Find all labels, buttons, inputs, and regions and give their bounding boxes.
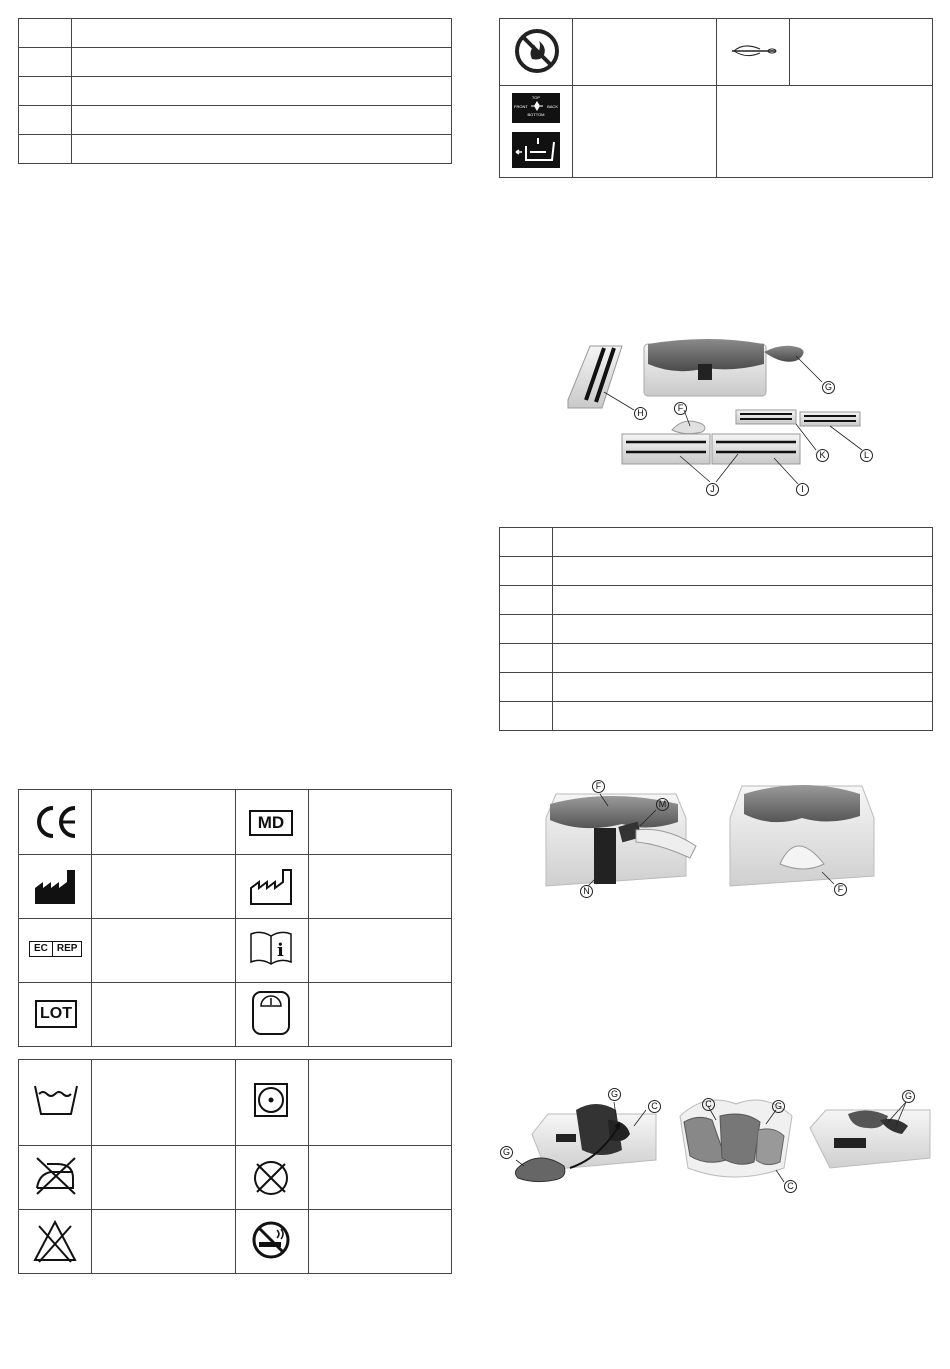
wash-icon bbox=[33, 1084, 79, 1121]
table-row bbox=[500, 557, 933, 586]
callout-g: G bbox=[822, 381, 835, 394]
callout-h: H bbox=[634, 407, 647, 420]
orientation-label-icon bbox=[512, 93, 560, 123]
manufacture-date-icon bbox=[249, 866, 295, 911]
table-row bbox=[19, 48, 452, 77]
ec-rep-icon: EC REP bbox=[29, 941, 82, 957]
ce-mark-icon bbox=[33, 802, 79, 847]
needle-icon bbox=[730, 43, 778, 64]
svg-text:i: i bbox=[277, 940, 284, 961]
table-row bbox=[19, 19, 452, 48]
orientation-back-label: BACK bbox=[547, 103, 558, 109]
table-row bbox=[19, 135, 452, 164]
table-row bbox=[19, 106, 452, 135]
no-bleach-icon bbox=[31, 1218, 79, 1269]
table-row bbox=[19, 77, 452, 106]
orientation-bottom-label: BOTTOM bbox=[527, 112, 545, 117]
weight-scale-icon bbox=[251, 990, 291, 1041]
callout-c: C bbox=[702, 1098, 715, 1111]
callout-j: J bbox=[706, 483, 719, 496]
cover-removal-illustration bbox=[496, 1086, 936, 1200]
callout-m: M bbox=[656, 798, 669, 811]
insert-wedge-illustration-right bbox=[724, 778, 894, 898]
table-row bbox=[500, 673, 933, 702]
callout-g: G bbox=[608, 1088, 621, 1101]
no-smoking-icon bbox=[251, 1220, 291, 1265]
callout-k: K bbox=[816, 449, 829, 462]
callout-i: I bbox=[796, 483, 809, 496]
table-row bbox=[500, 586, 933, 615]
callout-g: G bbox=[902, 1090, 915, 1103]
lot-icon: LOT bbox=[35, 1000, 77, 1028]
no-iron-icon bbox=[31, 1154, 79, 1203]
cushion-parts-illustration bbox=[560, 330, 880, 500]
wash-tub-icon bbox=[512, 132, 560, 168]
tumble-dry-icon bbox=[253, 1082, 289, 1123]
instructions-icon bbox=[249, 930, 295, 971]
manufacturer-icon bbox=[33, 866, 79, 911]
callout-c: C bbox=[784, 1180, 797, 1193]
callout-f: F bbox=[592, 780, 605, 793]
top-left-table bbox=[18, 18, 452, 164]
table-row bbox=[500, 702, 933, 731]
no-fire-icon bbox=[514, 28, 560, 79]
symbols-table bbox=[18, 789, 452, 1047]
table-row bbox=[500, 644, 933, 673]
parts-table bbox=[499, 527, 933, 731]
insert-wedge-illustration-left bbox=[536, 778, 706, 898]
care-symbols-table bbox=[18, 1059, 452, 1274]
callout-g: G bbox=[772, 1100, 785, 1113]
table-row bbox=[500, 528, 933, 557]
callout-c: C bbox=[648, 1100, 661, 1113]
callout-f: F bbox=[674, 402, 687, 415]
callout-g: G bbox=[500, 1146, 513, 1159]
callout-f: F bbox=[834, 883, 847, 896]
top-right-symbol-table bbox=[499, 18, 933, 178]
callout-n: N bbox=[580, 885, 593, 898]
medical-device-icon: MD bbox=[249, 810, 293, 836]
callout-l: L bbox=[860, 449, 873, 462]
orientation-front-label: FRONT bbox=[514, 103, 528, 109]
table-row bbox=[500, 615, 933, 644]
no-dry-clean-icon bbox=[251, 1158, 291, 1203]
orientation-top-label: TOP bbox=[531, 95, 541, 100]
